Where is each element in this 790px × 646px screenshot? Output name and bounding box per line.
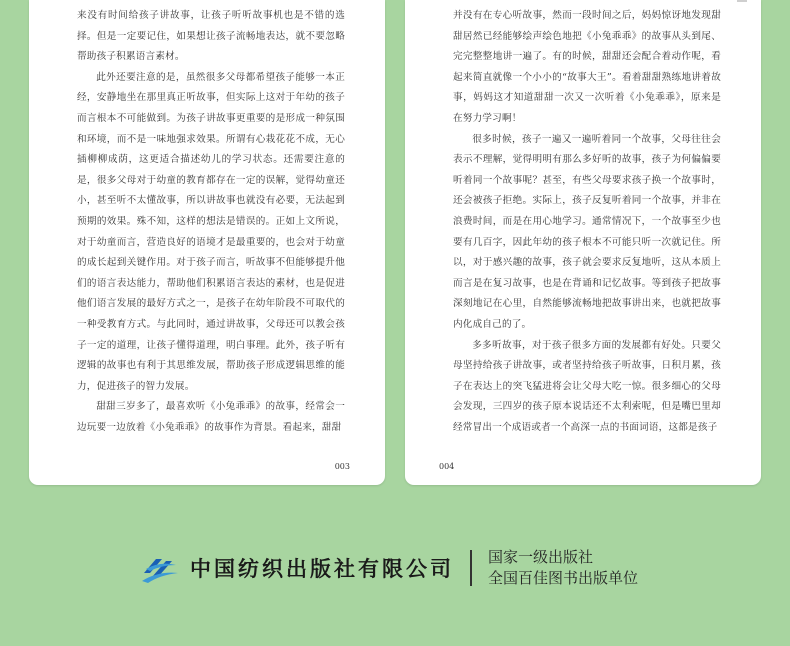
page-number: 004 — [439, 462, 455, 471]
publisher-logo-icon — [140, 551, 180, 585]
paragraph: 多多听故事，对于孩子很多方面的发展都有好处。只要父母坚持给孩子讲故事，或者坚持给孩子听故事，日积月累，孩子在表达上的突飞猛进将会让父母大吃一惊。很多细心的父母会发现，三四岁的孩子原本说话还不太利索呢，但是嘴巴里却经常冒出一个成语或者一个高深一点的书面词语，这都是孩子 — [453, 339, 721, 433]
right-page — [405, 0, 761, 485]
paragraph: 甜甜三岁多了，最喜欢听《小兔乖乖》的故事，经常会一边玩要一边放着《小兔乖乖》的故事作为背景。看起来，甜甜 — [77, 401, 345, 433]
publisher-name: 中国纺织出版社有限公司 — [190, 557, 454, 581]
tagline-national-publisher: 国家一级出版社 — [488, 548, 594, 566]
right-page-text — [453, 6, 721, 438]
paragraph: 此外还要注意的是，虽然很多父母都希望孩子能够一本正经，安静地坐在那里真正听故事，但实际上这对于年幼的孩子而言根本不可能做到。为孩子讲故事更重要的是形成一种氛围和环境，而不是一味地强求效果。所谓有心栽花花不成，无心插柳柳成荫，这更适合描述幼儿的学习状态。还需要注意的是，很多父母对于幼童的教育都存在一定的误解，觉得幼童还小，甚至听不太懂故事，所以讲故事也就没有必要，无法起到预期的效果。殊不知，这样的想法是错误的。正如上文所说，对于幼童而言，营造良好的语境才是最重要的，也会对于幼童的成长起到关键作用。对于孩子而言，听故事不但能够提升他们的语言表达能力，帮助他们积累语言表达的素材，也是促进他们语言发展的最好方式之一，是孩子在幼年阶段不可取代的一种受教育方式。与此同时，通过讲故事，父母还可以教会孩子一定的道理，让孩子懂得道理，明白事理。此外，孩子听有逻辑的故事也有利于其思维发展，帮助孩子形成逻辑思维的能力，促进孩子的智力发展。 — [77, 71, 345, 392]
paragraph: 来没有时间给孩子讲故事，让孩子听听故事机也是不错的选择。但是一定要记住，如果想让孩子流畅地表达，就不要忽略帮助孩子积累语言素材。 — [77, 10, 345, 63]
left-page — [29, 0, 385, 485]
left-page-text — [77, 6, 345, 438]
publisher-taglines — [488, 547, 638, 589]
page-number: 003 — [334, 462, 350, 471]
paragraph: 并没有在专心听故事，然而一段时间之后，妈妈惊讶地发现甜甜居然已经能够绘声绘色地把《小兔乖乖》的故事从头到尾、完完整整地讲一遍了。有的时候，甜甜还会配合着动作呢，看起来简直就像一个小小的“故事大王”。看着甜甜熟练地讲着故事，妈妈这才知道甜甜一次又一次听着《小兔乖乖》，原来是在努力学习啊！ — [453, 10, 721, 124]
tagline-top-100-publisher: 全国百佳图书出版单位 — [488, 569, 639, 587]
divider — [470, 550, 472, 586]
page-edge-mark — [737, 0, 747, 2]
paragraph: 很多时候，孩子一遍又一遍听着同一个故事，父母往往会表示不理解，觉得明明有那么多好听的故事，孩子为何偏偏要听着同一个故事呢？甚至，有些父母要求孩子换一个故事时，还会被孩子拒绝。实际上，孩子反复听着同一个故事，并非在浪费时间，而是在用心地学习。通常情况下，一个故事至少也要有几百字，因此年幼的孩子根本不可能只听一次就记住。所以，对于感兴趣的故事，孩子就会要求反复地听，这从本质上而言是在复习故事，也是在背诵和记忆故事。等到孩子把故事深刻地记在心里，自然能够流畅地把故事讲出来，也就把故事内化成自己的了。 — [453, 133, 721, 330]
publisher-footer — [140, 545, 638, 591]
